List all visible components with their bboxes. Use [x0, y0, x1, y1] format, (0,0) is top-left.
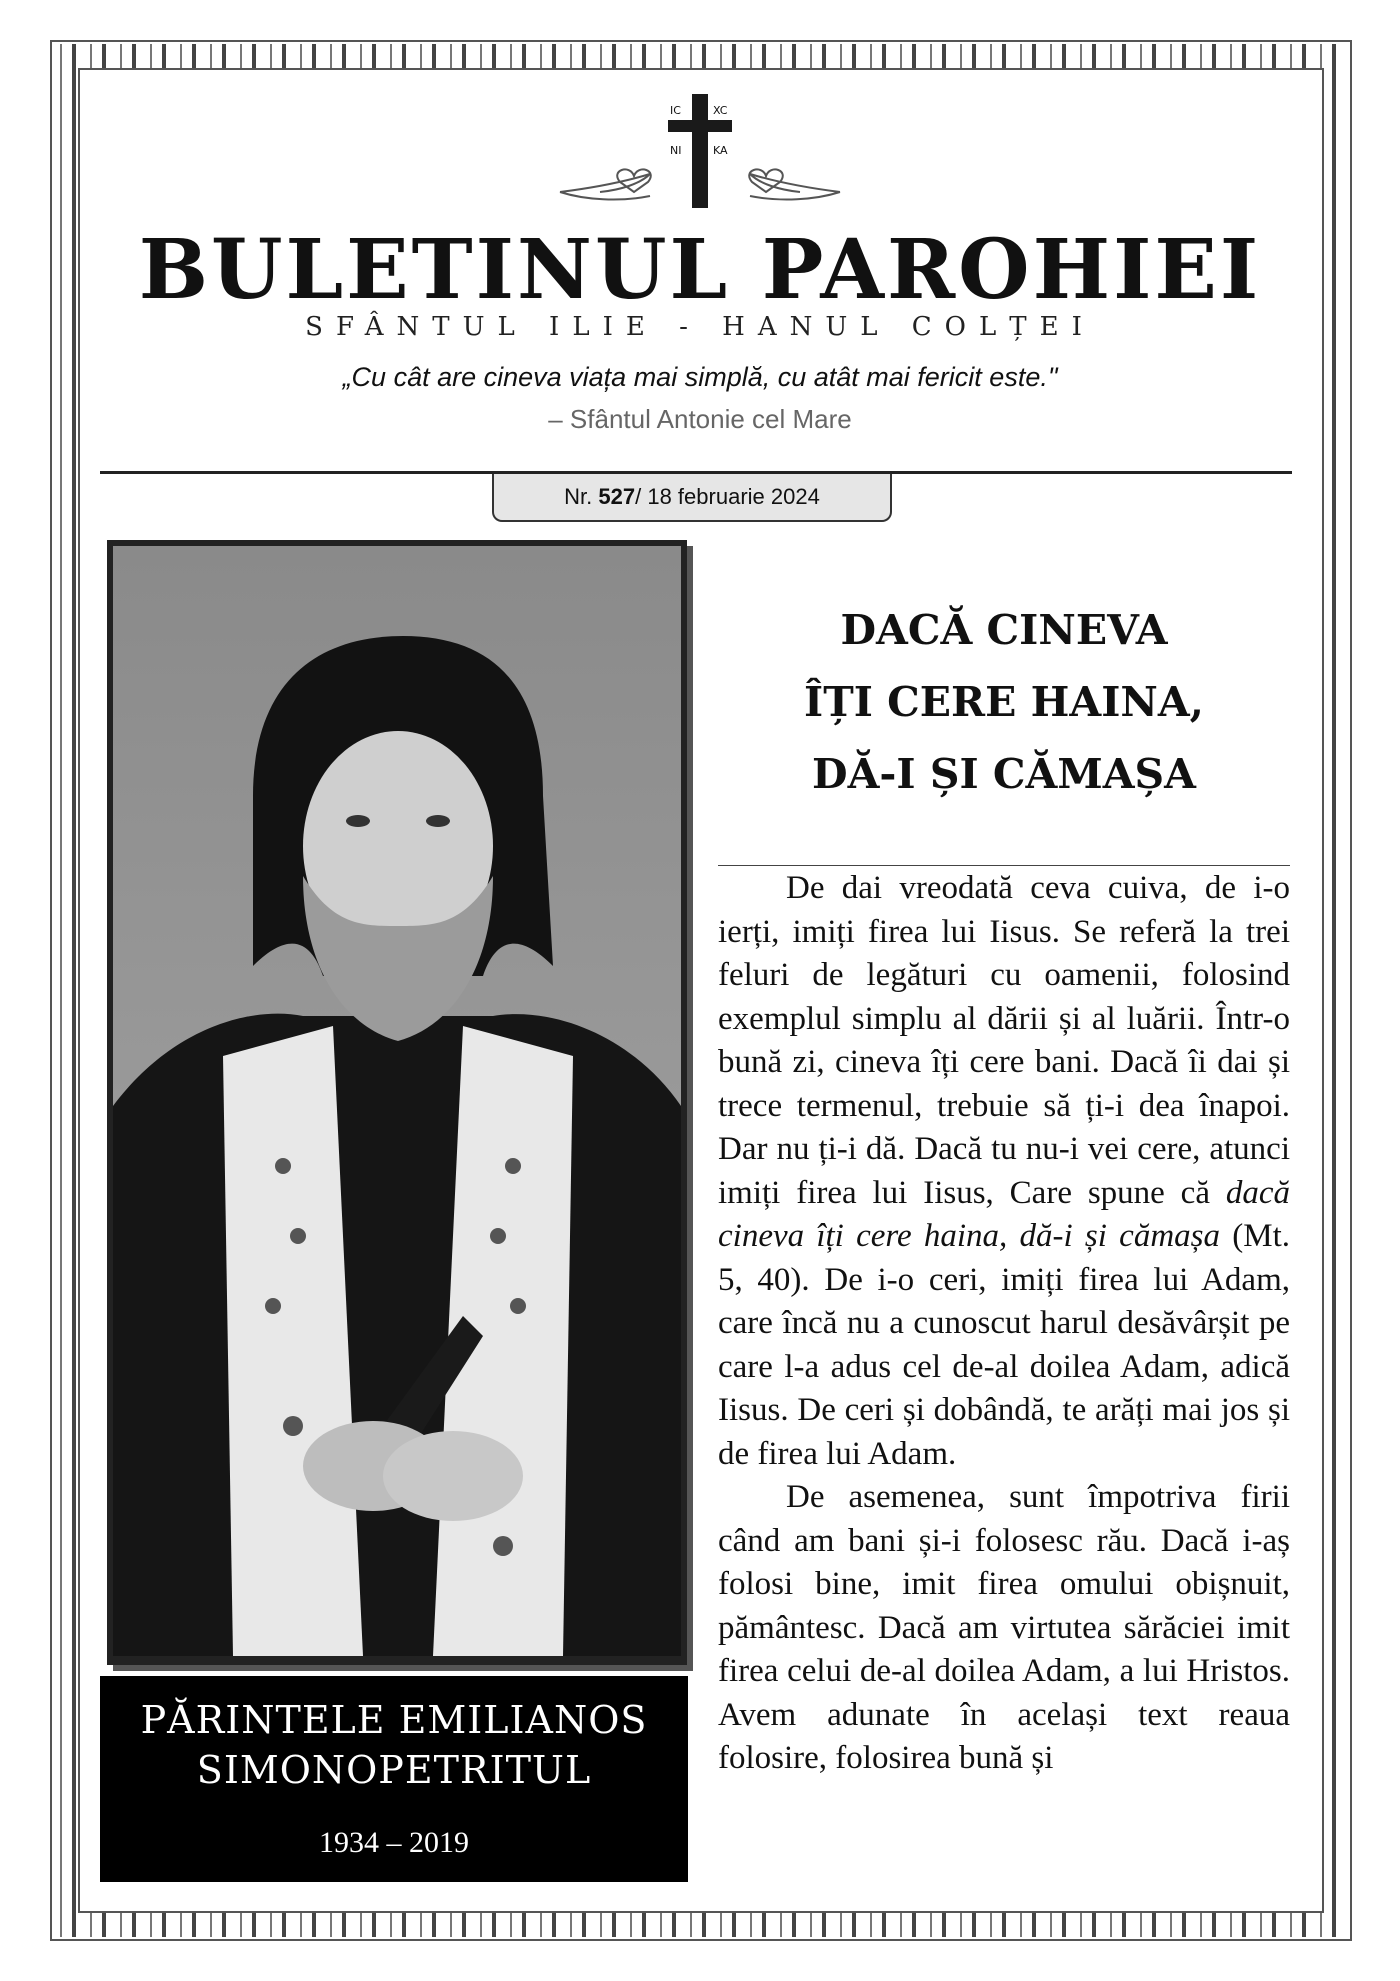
caption-name-line1: PĂRINTELE EMILIANOS: [140, 1698, 648, 1742]
issue-number: 527: [598, 484, 636, 509]
issue-date: / 18 februarie 2024: [635, 484, 820, 509]
article-title-line1: DACĂ CINEVA: [840, 606, 1168, 654]
article-title-divider: [718, 865, 1290, 866]
portrait-photo: [113, 546, 681, 1656]
portrait-frame: [107, 540, 687, 1665]
article-paragraph: De asemenea, sunt împotriva firii când am bani și-i folosesc rău. Dacă i-aș folosi bine, imit firea omului obișnuit, pământesc. Dacă am virtutea sărăciei imit firea celui de-al doilea Adam, a lui Hristos. Avem adunate în același text reaua folosire, folosirea bună și: [718, 1479, 1290, 1776]
paragraph-text: De dai vreodată ceva cuiva, de i-o ierți, imiți firea lui Iisus. Se referă la trei feluri de legături cu oamenii, folosind exemplul simplu al dării și al luării. Într-o bună zi, cineva îți cere bani. Dacă îi dai și trece termenul, trebuie să ți-i dea înapoi. Dar nu ți-i dă. Dacă tu nu-i vei cere, atunci imiți firea lui Iisus, Care spune că: [718, 870, 1290, 1211]
article-title: [714, 594, 1294, 810]
caption-name-line2: SIMONOPETRITUL: [196, 1748, 592, 1792]
article-title-line2: ÎȚI CERE HAINA,: [804, 678, 1204, 726]
caption-years: 1934 – 2019: [319, 1826, 469, 1859]
issue-badge: [492, 474, 892, 522]
cross-letter-xc: XC: [713, 104, 728, 117]
article-body: [718, 867, 1290, 1781]
article-title-line3: DĂ-I ȘI CĂMAȘA: [812, 750, 1196, 798]
issue-prefix: Nr.: [564, 484, 599, 509]
paragraph-text: (Mt. 5, 40). De i-o ceri, imiți firea lui Adam, care încă nu a cunoscut harul desăvârșit pe care l-a adus cel de-al doilea Adam, adică Iisus. De ceri și dobândă, te arăți mai jos și de firea lui Adam.: [718, 1218, 1291, 1472]
cross-emblem-icon: [0, 92, 1400, 222]
bulletin-title: BULETINUL PAROHIEI: [138, 222, 1262, 318]
scripture-quote: dacă cineva îți cere haina, dă-i și cămașa: [718, 1174, 1290, 1254]
portrait-caption: [100, 1676, 688, 1882]
epigraph-author: – Sfântul Antonie cel Mare: [548, 404, 852, 434]
cross-letter-ka: KA: [713, 144, 728, 157]
cross-letter-ni: NI: [670, 144, 682, 157]
cross-letter-ic: IC: [670, 104, 681, 117]
parish-subtitle: SFÂNTUL ILIE - HANUL COLȚEI: [305, 312, 1095, 342]
epigraph-quote: „Cu cât are cineva viața mai simplă, cu atât mai fericit este.": [342, 362, 1058, 392]
article-paragraph: [718, 867, 1290, 1476]
